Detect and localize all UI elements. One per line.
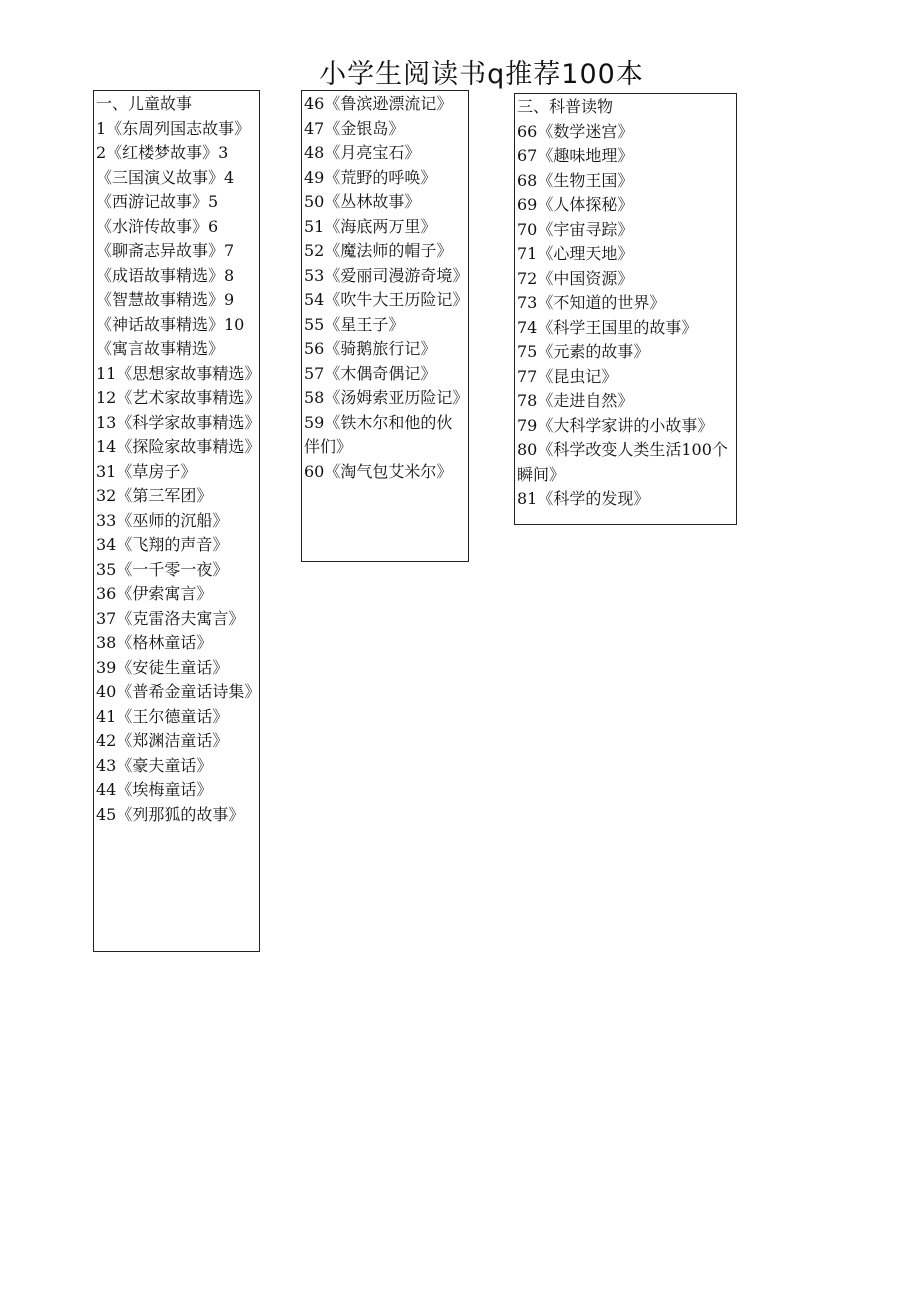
list-item: 37《克雷洛夫寓言》 [96,608,245,628]
list-item: 79《大科学家讲的小故事》 [517,415,714,435]
list-item: 48《月亮宝石》 [304,143,421,162]
section-heading: 一、儿童故事 [96,94,193,113]
list-item: 《聊斋志异故事》7 [96,241,235,260]
list-item: 《寓言故事精选》 [96,339,225,358]
list-item: 1《东周列国志故事》 [96,118,251,138]
list-item: 31《草房子》 [96,461,197,481]
list-item: 39《安徒生童话》 [96,657,229,677]
list-item: 《三国演义故事》4 [96,167,235,187]
list-item: 74《科学王国里的故事》 [517,317,698,337]
list-item: 73《不知道的世界》 [517,293,666,312]
list-item: 78《走进自然》 [517,391,634,410]
list-item: 42《郑渊洁童话》 [96,731,229,750]
list-item: 35《一千零一夜》 [96,559,229,579]
list-item: 13《科学家故事精选》 [96,412,261,432]
list-item: 《智慧故事精选》9 [96,290,235,309]
list-item: 51《海底两万里》 [304,216,437,236]
list-item: 52《魔法师的帽子》 [304,241,453,260]
list-item: 41《王尔德童话》 [96,706,229,726]
column-adventure-books [301,90,469,562]
list-item: 《西游记故事》5 [96,192,219,211]
list-item: 50《丛林故事》 [304,192,421,211]
list-item: 77《昆虫记》 [517,366,618,386]
list-item: 59《铁木尔和他的伙伴们》 [304,412,453,456]
list-item: 33《巫师的沉船》 [96,510,229,530]
list-item: 《水浒传故事》6 [96,216,219,236]
list-item: 71《心理天地》 [517,244,634,263]
list-item: 69《人体探秘》 [517,195,634,214]
list-item: 47《金银岛》 [304,118,405,138]
section-heading: 三、科普读物 [517,97,614,116]
list-item: 58《汤姆索亚历险记》 [304,388,469,407]
list-item: 36《伊索寓言》 [96,584,213,603]
column-popular-science [514,93,737,525]
list-item: 34《飞翔的声音》 [96,535,229,554]
list-item: 53《爱丽司漫游奇境》 [304,265,469,285]
list-item: 11《思想家故事精选》 [96,363,261,383]
list-item: 32《第三军团》 [96,486,213,505]
list-item: 80《科学改变人类生活100个瞬间》 [517,440,728,484]
list-item: 40《普希金童话诗集》 [96,682,261,701]
list-item: 60《淘气包艾米尔》 [304,461,453,481]
list-item: 54《吹牛大王历险记》 [304,290,469,309]
list-item: 67《趣味地理》 [517,146,634,165]
list-item: 14《探险家故事精选》 [96,437,261,456]
list-item: 49《荒野的呼唤》 [304,167,437,187]
page-title: 小学生阅读书q推荐100本 [319,59,644,90]
list-item: 68《生物王国》 [517,170,634,190]
list-item: 66《数学迷宫》 [517,121,634,141]
list-item: 55《星王子》 [304,314,405,334]
list-item: 57《木偶奇偶记》 [304,363,437,383]
column-children-stories [93,90,260,952]
list-item: 2《红楼梦故事》3 [96,143,229,162]
list-item: 12《艺术家故事精选》 [96,388,261,407]
list-item: 81《科学的发现》 [517,489,650,508]
list-item: 72《中国资源》 [517,268,634,288]
list-item: 45《列那狐的故事》 [96,804,245,824]
list-item: 46《鲁滨逊漂流记》 [304,94,453,113]
list-item: 75《元素的故事》 [517,342,650,361]
list-item: 43《豪夫童话》 [96,755,213,775]
list-item: 38《格林童话》 [96,633,213,652]
list-item: 44《埃梅童话》 [96,780,213,799]
list-item: 70《宇宙寻踪》 [517,219,634,239]
list-item: 《成语故事精选》8 [96,265,235,285]
list-item: 《神话故事精选》10 [96,314,245,334]
list-item: 56《骑鹅旅行记》 [304,339,437,358]
